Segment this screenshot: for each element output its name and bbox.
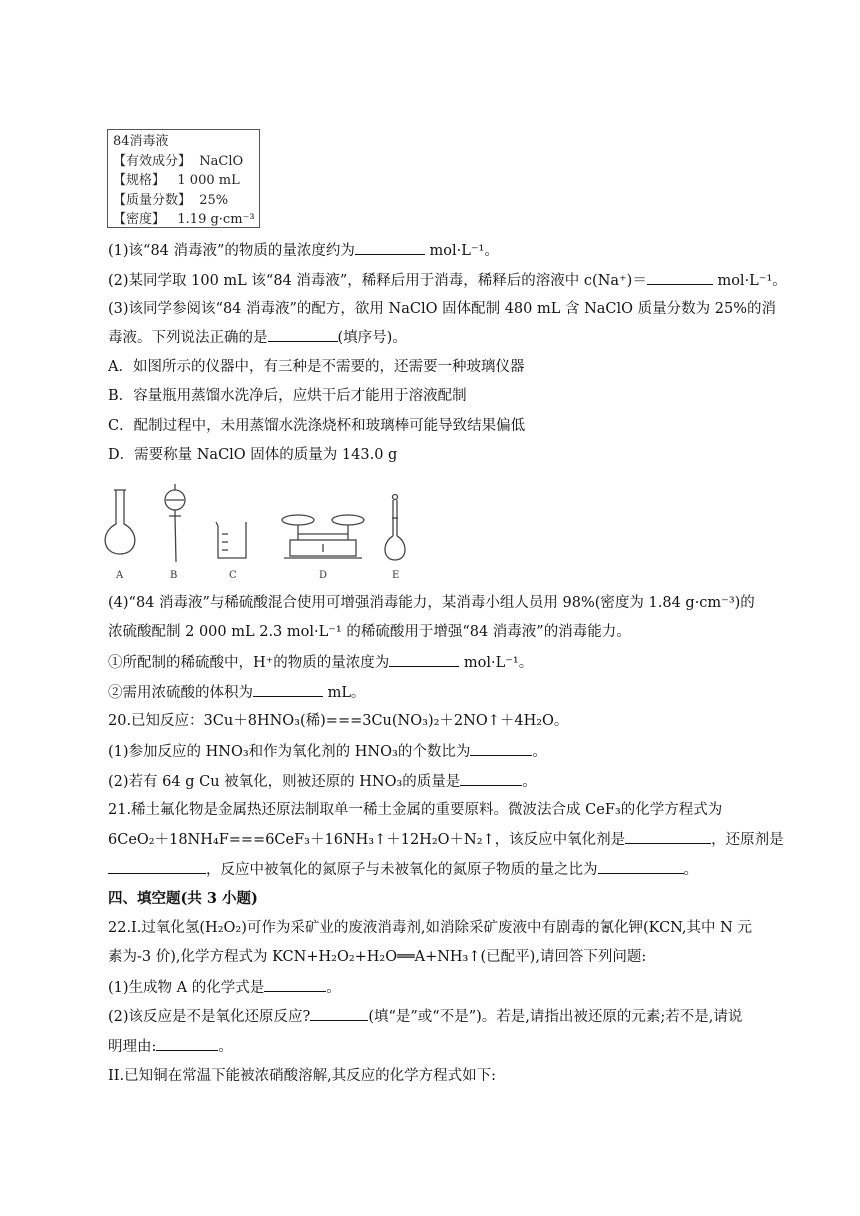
question-3-line1: (3)该同学参阅该“84 消毒液”的配方，欲用 NaClO 固体配制 480 mL 含 NaClO 质量分数为 25%的消 (108, 301, 776, 317)
answer-blank (460, 771, 522, 786)
beaker-icon (216, 522, 246, 558)
answer-blank (625, 829, 711, 844)
option-d: D．需要称量 NaClO 固体的质量为 143.0 g (108, 447, 398, 463)
balance-scale-icon (282, 515, 364, 558)
disinfectant-label-box (107, 129, 260, 228)
section-heading: 四、填空题(共 3 小题) (108, 890, 258, 907)
label-row: 【质量分数】 25% (113, 192, 229, 208)
question-22-1: (1)生成物 A 的化学式是 。 (108, 977, 341, 998)
question-21-line2: 6CeO₂＋18NH₄F===6CeF₃＋16NH₃↑＋12H₂O＋N₂↑，该反应中氧化剂是 ，还原剂是 (108, 829, 784, 850)
label-row: 【有效成分】 NaClO (113, 153, 244, 169)
separatory-funnel-icon (165, 484, 185, 562)
apparatus-label: C (229, 570, 237, 581)
answer-blank (268, 327, 338, 342)
apparatus-label: D (319, 570, 328, 581)
answer-blank (355, 240, 425, 255)
question-3-line2: 毒液。下列说法正确的是 (填序号)。 (108, 327, 407, 348)
apparatus-label: B (170, 570, 178, 581)
question-4-line2: 浓硫酸配制 2 000 mL 2.3 mol·L⁻¹ 的稀硫酸用于增强“84 消毒液”的消毒能力。 (108, 624, 631, 640)
answer-blank (647, 270, 713, 285)
apparatus-label: E (392, 570, 400, 581)
answer-blank (389, 652, 459, 667)
label-title: 84消毒液 (113, 134, 169, 149)
question-22-line2: 素为-3 价),化学方程式为 KCN+H₂O₂+H₂O══A+NH₃↑(已配平),请回答下列问题: (108, 949, 647, 965)
answer-blank (108, 859, 206, 874)
volumetric-flask-icon (385, 495, 405, 561)
option-a: A．如图所示的仪器中，有三种是不需要的，还需要一种玻璃仪器 (108, 359, 525, 375)
question-20: 20.已知反应：3Cu＋8HNO₃(稀)===3Cu(NO₃)₂＋2NO↑＋4H₂O。 (108, 713, 569, 729)
question-21-line1: 21.稀土氟化物是金属热还原法制取单一稀土金属的重要原料。微波法合成 CeF₃的化学方程式为 (108, 802, 723, 818)
question-21-line3: ，反应中被氧化的氮原子与未被氧化的氮原子物质的量之比为 。 (108, 859, 698, 880)
option-c: C．配制过程中，未用蒸馏水洗涤烧杯和玻璃棒可能导致结果偏低 (108, 418, 526, 434)
label-row: 【规格】 1 000 mL (113, 173, 240, 188)
question-4-1: ①所配制的稀硫酸中，H⁺的物质的量浓度为 mol·L⁻¹。 (108, 652, 533, 673)
question-20-2: (2)若有 64 g Cu 被氧化，则被还原的 HNO₃的质量是 。 (108, 771, 537, 792)
apparatus-label: A (116, 570, 124, 581)
lab-apparatus-figure (98, 482, 428, 582)
answer-blank (156, 1036, 218, 1051)
question-4-2: ②需用浓硫酸的体积为 mL。 (108, 682, 366, 703)
answer-blank (264, 977, 326, 992)
question-22-2: (2)该反应是不是氧化还原反应? (填“是”或“不是”)。若是,请指出被还原的元素;若不是,请说 (108, 1006, 742, 1027)
answer-blank (253, 682, 323, 697)
label-row: 【密度】 1.19 g·cm⁻³ (113, 212, 255, 227)
question-22-part2: II.已知铜在常温下能被浓硝酸溶解,其反应的化学方程式如下: (108, 1068, 497, 1084)
answer-blank (598, 859, 684, 874)
question-20-1: (1)参加反应的 HNO₃和作为氧化剂的 HNO₃的个数比为 。 (108, 741, 547, 762)
question-2: (2)某同学取 100 mL 该“84 消毒液”，稀释后用于消毒，稀释后的溶液中 c(Na⁺)＝ mol·L⁻¹。 (108, 270, 787, 291)
answer-blank (470, 741, 532, 756)
question-4-line1: (4)“84 消毒液”与稀硫酸混合使用可增强消毒能力，某消毒小组人员用 98%(密度为 1.84 g·cm⁻³)的 (108, 595, 755, 611)
question-1: (1)该“84 消毒液”的物质的量浓度约为 mol·L⁻¹。 (108, 240, 499, 261)
option-b: B．容量瓶用蒸馏水洗净后，应烘干后才能用于溶液配制 (108, 388, 467, 404)
question-22-2-cont: 明理由: 。 (108, 1036, 233, 1057)
round-bottom-flask-icon (105, 490, 135, 554)
question-22-line1: 22.I.过氧化氢(H₂O₂)可作为采矿业的废液消毒剂,如消除采矿废液中有剧毒的氰化钾(KCN,其中 N 元 (108, 920, 752, 936)
answer-blank (310, 1006, 368, 1021)
